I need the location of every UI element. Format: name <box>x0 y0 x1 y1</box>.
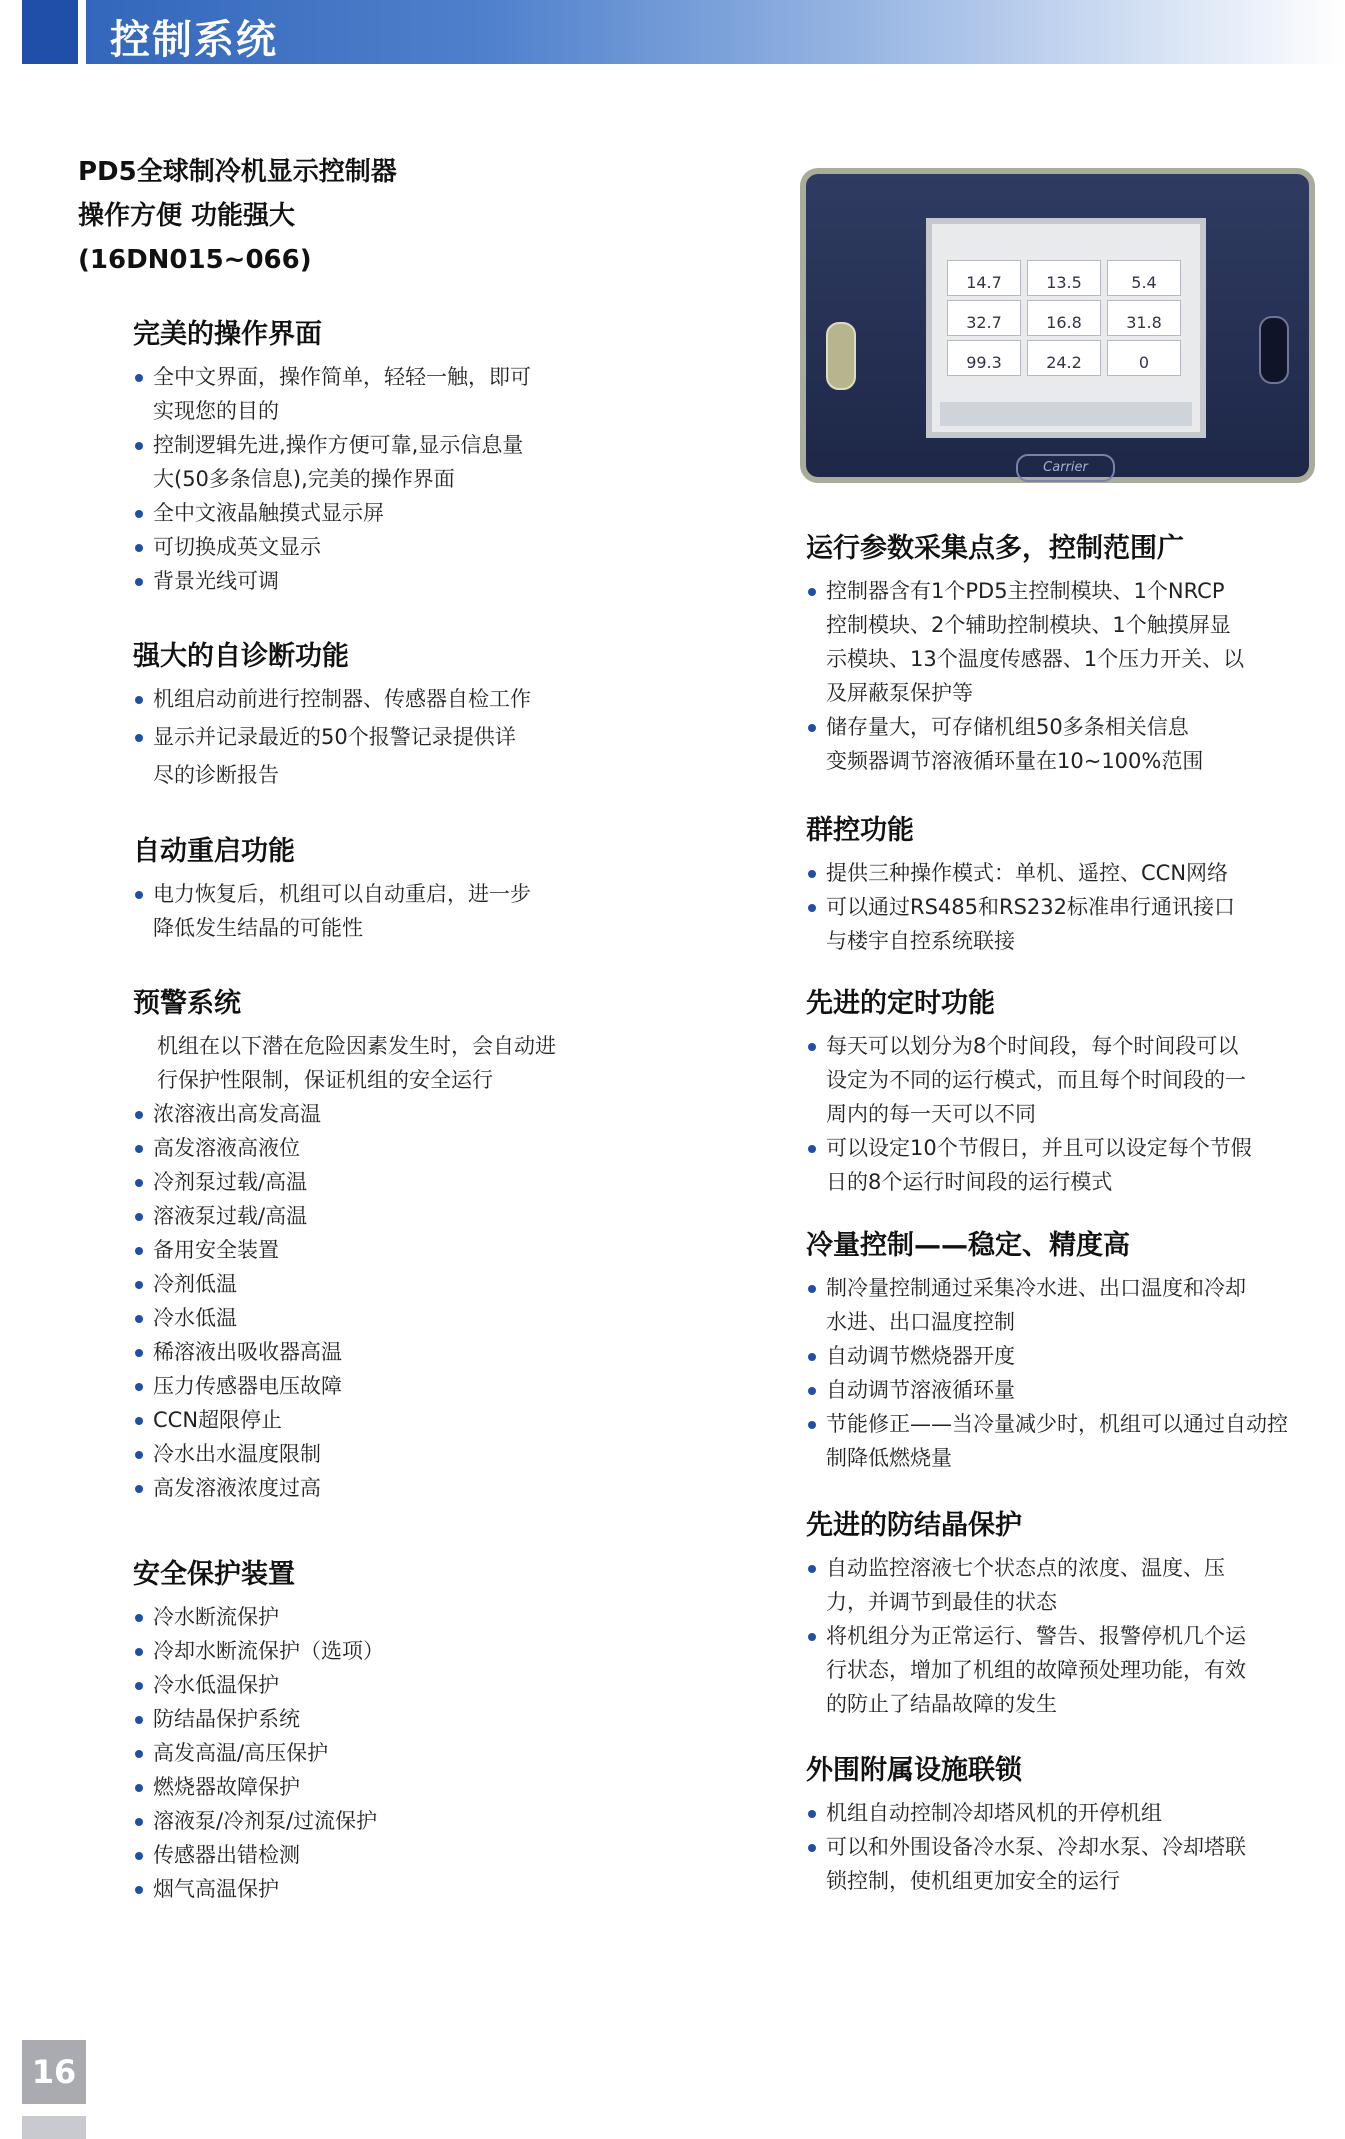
list-item: 可切换成英文显示 <box>133 530 613 564</box>
header-separator <box>78 0 86 64</box>
bullet-icon <box>135 544 143 552</box>
section-self-diagnosis <box>133 638 613 792</box>
section-anti-crystallization <box>806 1507 1326 1721</box>
list-item: 全中文液晶触摸式显示屏 <box>133 496 613 530</box>
section-interlock <box>806 1752 1326 1898</box>
bullet-icon <box>135 734 143 742</box>
list-item: 提供三种操作模式：单机、遥控、CCN网络 <box>806 856 1326 890</box>
list-item: 高发高温/高压保护 <box>133 1736 613 1770</box>
screen-value-grid <box>944 258 1188 378</box>
list-item: 浓溶液出高发高温 <box>133 1097 613 1131</box>
bullet-icon <box>135 1213 143 1221</box>
bullet-icon <box>135 891 143 899</box>
bullet-icon <box>808 1421 816 1429</box>
bullet-icon <box>135 1383 143 1391</box>
bullet-icon <box>808 1387 816 1395</box>
bullet-icon <box>135 1145 143 1153</box>
screen-value: 16.8 <box>1027 300 1101 336</box>
bullet-icon <box>135 1784 143 1792</box>
list-item: 冷剂泵过载/高温 <box>133 1165 613 1199</box>
list-item: 防结晶保护系统 <box>133 1702 613 1736</box>
screen-nav-bar <box>940 402 1192 426</box>
list-item: 溶液泵过载/高温 <box>133 1199 613 1233</box>
list-item: 冷剂低温 <box>133 1267 613 1301</box>
bullet-icon <box>808 1810 816 1818</box>
section-capacity-control <box>806 1227 1326 1475</box>
screen-value: 14.7 <box>947 260 1021 296</box>
bullet-icon <box>135 374 143 382</box>
bullet-icon <box>808 1844 816 1852</box>
list-item: 冷水断流保护 <box>133 1600 613 1634</box>
list-item: 机组启动前进行控制器、传感器自检工作 <box>133 682 613 716</box>
bullet-icon <box>135 1818 143 1826</box>
list-item: 冷水低温保护 <box>133 1668 613 1702</box>
bullet-icon <box>135 578 143 586</box>
section-description: 机组在以下潜在危险因素发生时，会自动进 行保护性限制，保证机组的安全运行 <box>157 1034 556 1092</box>
section-title: 外围附属设施联锁 <box>806 1755 1022 1786</box>
bullet-icon <box>808 1353 816 1361</box>
bullet-icon <box>135 1886 143 1894</box>
list-item: 全中文界面，操作简单，轻轻一触，即可 实现您的目的 <box>133 360 613 428</box>
list-item: 自动调节燃烧器开度 <box>806 1339 1326 1373</box>
list-item: 制冷量控制通过采集冷水进、出口温度和冷却 水进、出口温度控制 <box>806 1271 1326 1339</box>
section-auto-restart <box>133 833 613 945</box>
page-tab-decoration <box>22 2116 86 2139</box>
bullet-icon <box>808 724 816 732</box>
list-item: 高发溶液浓度过高 <box>133 1471 613 1505</box>
list-item: 备用安全装置 <box>133 1233 613 1267</box>
intro-model-range: (16DN015~066) <box>78 245 312 275</box>
bullet-icon <box>135 1648 143 1656</box>
list-item: 冷水低温 <box>133 1301 613 1335</box>
section-title: 自动重启功能 <box>133 836 295 867</box>
bullet-icon <box>808 1145 816 1153</box>
list-item: 机组自动控制冷却塔风机的开停机组 <box>806 1796 1326 1830</box>
list-item: 冷却水断流保护（选项） <box>133 1634 613 1668</box>
list-item: 压力传感器电压故障 <box>133 1369 613 1403</box>
list-item: 传感器出错检测 <box>133 1838 613 1872</box>
bullet-icon <box>808 588 816 596</box>
page-title: 控制系统 <box>110 17 278 63</box>
list-item: 显示并记录最近的50个报警记录提供详 尽的诊断报告 <box>133 720 613 792</box>
bullet-icon <box>135 442 143 450</box>
list-item: 背景光线可调 <box>133 564 613 598</box>
bullet-icon <box>808 904 816 912</box>
touch-screen <box>926 218 1206 438</box>
screen-value: 31.8 <box>1107 300 1181 336</box>
list-item: 控制器含有1个PD5主控制模块、1个NRCP 控制模块、2个辅助控制模块、1个触摸屏显 示模块、13个温度传感器、1个压力开关、以 及屏蔽泵保护等 <box>806 574 1326 710</box>
section-safety-devices <box>133 1556 613 1906</box>
bullet-icon <box>135 1349 143 1357</box>
section-interface <box>133 316 613 598</box>
screen-value: 0 <box>1107 340 1181 376</box>
list-item: 可以通过RS485和RS232标准串行通讯接口 与楼宇自控系统联接 <box>806 890 1326 958</box>
header-accent-bar <box>22 0 78 64</box>
list-item: 自动调节溶液循环量 <box>806 1373 1326 1407</box>
bullet-icon <box>135 510 143 518</box>
screen-value: 13.5 <box>1027 260 1101 296</box>
intro-block <box>78 150 397 282</box>
bullet-icon <box>135 1281 143 1289</box>
section-title: 运行参数采集点多，控制范围广 <box>806 533 1184 564</box>
bullet-icon <box>135 696 143 704</box>
list-item: 可以和外围设备冷水泵、冷却水泵、冷却塔联 锁控制，使机组更加安全的运行 <box>806 1830 1326 1898</box>
intro-product-name: PD5全球制冷机显示控制器 <box>78 157 397 187</box>
bullet-icon <box>135 1179 143 1187</box>
list-item: 每天可以划分为8个时间段，每个时间段可以 设定为不同的运行模式，而且每个时间段的一 周内的每一天可以不同 <box>806 1029 1326 1131</box>
bullet-icon <box>135 1247 143 1255</box>
section-parameters <box>806 530 1326 778</box>
brand-logo: Carrier <box>1016 454 1115 482</box>
section-title: 先进的防结晶保护 <box>806 1510 1022 1541</box>
list-item: 烟气高温保护 <box>133 1872 613 1906</box>
list-item: 冷水出水温度限制 <box>133 1437 613 1471</box>
screen-value: 5.4 <box>1107 260 1181 296</box>
bullet-icon <box>808 1043 816 1051</box>
bullet-icon <box>135 1315 143 1323</box>
controller-device-image <box>800 168 1315 483</box>
page-number: 16 <box>22 2040 86 2104</box>
section-title: 先进的定时功能 <box>806 988 995 1019</box>
section-timer <box>806 985 1326 1199</box>
list-item: 稀溶液出吸收器高温 <box>133 1335 613 1369</box>
bullet-icon <box>135 1417 143 1425</box>
page-header <box>22 0 1345 64</box>
list-item: 燃烧器故障保护 <box>133 1770 613 1804</box>
list-item: 节能修正——当冷量减少时，机组可以通过自动控 制降低燃烧量 <box>806 1407 1326 1475</box>
bullet-icon <box>135 1682 143 1690</box>
section-warning-system <box>133 985 613 1505</box>
list-item: 储存量大，可存储机组50多条相关信息 变频器调节溶液循环量在10~100%范围 <box>806 710 1326 778</box>
section-title: 完美的操作界面 <box>133 319 322 350</box>
bullet-icon <box>135 1750 143 1758</box>
bullet-icon <box>135 1852 143 1860</box>
side-knob-icon <box>1259 316 1289 384</box>
screen-value: 24.2 <box>1027 340 1101 376</box>
intro-tagline: 操作方便 功能强大 <box>78 201 296 231</box>
list-item: 溶液泵/冷剂泵/过流保护 <box>133 1804 613 1838</box>
section-title: 群控功能 <box>806 815 914 846</box>
list-item: 高发溶液高液位 <box>133 1131 613 1165</box>
bullet-icon <box>135 1614 143 1622</box>
section-title: 安全保护装置 <box>133 1559 295 1590</box>
bullet-icon <box>808 870 816 878</box>
section-group-control <box>806 812 1326 958</box>
list-item: 可以设定10个节假日，并且可以设定每个节假 日的8个运行时间段的运行模式 <box>806 1131 1326 1199</box>
bullet-icon <box>135 1716 143 1724</box>
bullet-icon <box>808 1565 816 1573</box>
section-title: 强大的自诊断功能 <box>133 641 349 672</box>
list-item: CCN超限停止 <box>133 1403 613 1437</box>
section-title: 预警系统 <box>133 988 241 1019</box>
bullet-icon <box>135 1111 143 1119</box>
screen-value: 99.3 <box>947 340 1021 376</box>
section-title: 冷量控制——稳定、精度高 <box>806 1230 1130 1261</box>
screen-value: 32.7 <box>947 300 1021 336</box>
power-button-icon <box>826 322 856 390</box>
bullet-icon <box>808 1633 816 1641</box>
list-item: 将机组分为正常运行、警告、报警停机几个运 行状态，增加了机组的故障预处理功能，有效 的防止了结晶故障的发生 <box>806 1619 1326 1721</box>
bullet-icon <box>135 1451 143 1459</box>
bullet-icon <box>135 1485 143 1493</box>
list-item: 控制逻辑先进,操作方便可靠,显示信息量 大(50多条信息),完美的操作界面 <box>133 428 613 496</box>
bullet-icon <box>808 1285 816 1293</box>
list-item: 电力恢复后，机组可以自动重启，进一步 降低发生结晶的可能性 <box>133 877 613 945</box>
list-item: 自动监控溶液七个状态点的浓度、温度、压 力，并调节到最佳的状态 <box>806 1551 1326 1619</box>
